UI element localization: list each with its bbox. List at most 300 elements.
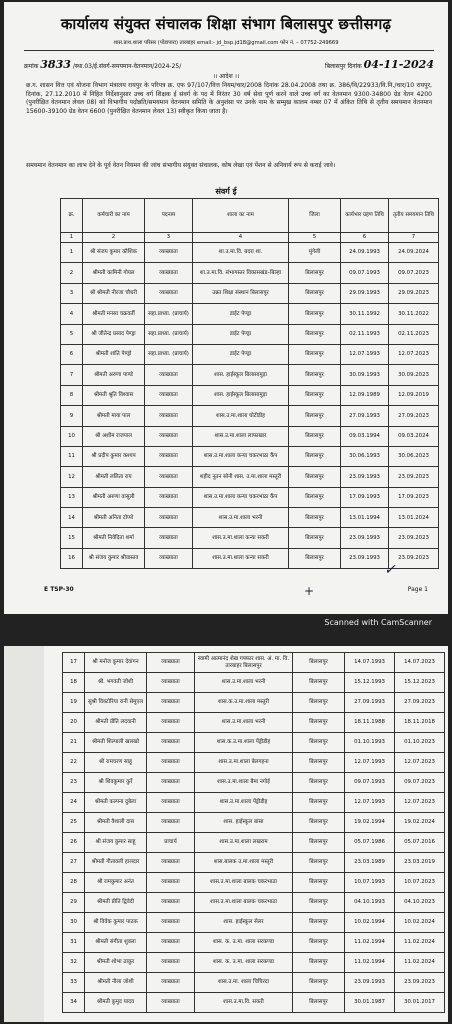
employee-name-cell: श्री विवेक कुमार पाठक	[85, 913, 147, 933]
joining-date-cell: 23.09.1993	[341, 548, 389, 568]
district-cell: बिलासपुर	[289, 508, 341, 528]
scale-date-cell: 10.02.2024	[395, 913, 445, 933]
office-address-line: शास.प्राथ.शाला परिसर (पोंडापारा) तारबाहर email:- jd_bsp.jd18@gmail.com फोन नं. – 07752-249669	[113, 40, 339, 46]
district-cell: बिलासपुर	[289, 446, 341, 466]
scale-date-cell: 27.09.2023	[389, 406, 439, 426]
employee-name-cell: सुश्री विक्टोरिया रानी सेमुएल	[85, 693, 147, 713]
scale-date-cell: 14.07.2023	[395, 653, 445, 673]
school-cell: शा.उ.मा.वि. बदरा शा.	[193, 243, 289, 263]
serial-cell: 19	[63, 693, 85, 713]
district-cell: बिलासपुर	[289, 263, 341, 283]
document-page-2	[4, 646, 448, 1022]
scale-date-cell: 23.03.2019	[395, 853, 445, 873]
staff-table-page-1	[60, 198, 439, 569]
table-row	[63, 853, 445, 873]
school-cell: डाईट पेण्ड्रा	[193, 304, 289, 324]
table-row	[63, 793, 445, 813]
joining-date-cell: 27.09.1993	[345, 693, 395, 713]
col-number: 3	[145, 233, 193, 243]
district-cell: बिलासपुर	[293, 693, 345, 713]
employee-name-cell: श्रीमती कल्पना दुबेला	[85, 793, 147, 813]
table-row	[61, 548, 439, 568]
serial-cell: 30	[63, 913, 85, 933]
designation-cell: व्याख्याता	[147, 973, 195, 993]
employee-name-cell: श्रीमती कामिनी गोयल	[83, 263, 145, 283]
school-cell: शास.उ.मा.शाला घोटीडीह	[193, 406, 289, 426]
employee-name-cell: श्री श्रीमती नीरजा चौधरी	[83, 283, 145, 303]
joining-date-cell: 19.02.1994	[345, 813, 395, 833]
table-row	[63, 973, 445, 993]
joining-date-cell: 30.09.1993	[341, 365, 389, 385]
scale-date-cell: 09.07.2023	[389, 263, 439, 283]
table-row	[63, 773, 445, 793]
employee-name-cell: श्रीमती अनिता टोप्पो	[83, 508, 145, 528]
serial-cell: 7	[61, 365, 83, 385]
designation-cell: व्याख्याता	[145, 467, 193, 487]
order-heading: ।। आदेश ।।	[212, 73, 240, 80]
footer-code: E TSP-30	[44, 586, 74, 593]
scale-date-cell: 23.09.2023	[389, 528, 439, 548]
serial-cell: 33	[63, 973, 85, 993]
joining-date-cell: 23.03.1989	[345, 853, 395, 873]
designation-cell: सहा.प्राध्या. (प्राचार्य)	[145, 324, 193, 344]
employee-name-cell: श्रीमती शांति पेण्ड्रो	[83, 344, 145, 364]
table-row	[61, 385, 439, 405]
scale-date-cell: 12.07.2023	[395, 793, 445, 813]
joining-date-cell: 29.09.1993	[341, 283, 389, 303]
district-cell: मुंगेली	[289, 243, 341, 263]
table-row	[61, 487, 439, 507]
serial-cell: 15	[61, 528, 83, 548]
serial-cell: 26	[63, 833, 85, 853]
scale-date-cell: 04.10.2023	[395, 893, 445, 913]
employee-name-cell: श्रीमती शिल्पाली खलखो	[85, 733, 147, 753]
district-cell: बिलासपुर	[293, 773, 345, 793]
scale-date-cell: 23.09.2023	[395, 973, 445, 993]
serial-cell: 20	[63, 713, 85, 733]
joining-date-cell: 30.11.1992	[341, 304, 389, 324]
col-header: कर्मचारी का नाम	[83, 199, 145, 233]
joining-date-cell: 12.07.1993	[345, 793, 395, 813]
joining-date-cell: 27.09.1993	[341, 406, 389, 426]
scale-date-cell: 15.12.2023	[395, 673, 445, 693]
serial-cell: 27	[63, 853, 85, 873]
table-row	[63, 933, 445, 953]
district-cell: बिलासपुर	[293, 933, 345, 953]
joining-date-cell: 14.07.1993	[345, 653, 395, 673]
scale-date-cell: 12.07.2023	[395, 753, 445, 773]
table-row	[61, 324, 439, 344]
scale-date-cell: 29.09.2023	[389, 283, 439, 303]
school-cell: डाईट पेण्ड्रा	[193, 344, 289, 364]
office-heading: कार्यालय संयुक्त संचालक शिक्षा संभाग बिलासपुर छत्तीसगढ़	[60, 15, 392, 33]
joining-date-cell: 01.10.1993	[345, 733, 395, 753]
col-number: 2	[83, 233, 145, 243]
designation-cell: सहा.प्राध्या. (प्राचार्य)	[145, 344, 193, 364]
serial-cell: 2	[61, 263, 83, 283]
designation-cell: व्याख्याता	[147, 853, 195, 873]
designation-cell: सहा.प्राध्या. (प्राचार्य)	[145, 304, 193, 324]
employee-name-cell: श्री. भगवती जोशी	[85, 673, 147, 693]
school-cell: शास. हाईस्कूल बिलासामुड़ा	[193, 365, 289, 385]
district-cell: बिलासपुर	[293, 653, 345, 673]
table-row	[61, 426, 439, 446]
designation-cell: व्याख्याता	[145, 263, 193, 283]
school-cell: शास. क. उ.मा. शाला सरकण्डा	[195, 933, 293, 953]
district-cell: बिलासपुर	[293, 853, 345, 873]
serial-cell: 29	[63, 893, 85, 913]
scale-date-cell: 30.06.2023	[389, 446, 439, 466]
order-paragraph-1: छ.ग. शासन वित्त एवं योजना विभाग मंत्रालय रायपुर के परिपत्र क्र. एफ 97/107/वित्त नियम/चार/2008 दिनांक 28.04.2008 तथा क्र. 386/वि/22933/वि.नि./चार/10 रायपुर, दिनांक, 27.12.2010 में निहित निर्देशानुसार उच्च वर्ग शिक्षक ई संवर्ग के पद में निरंतर 30 वर्ष सेवा पूर्ण करने वाले उच्च वर्ग का वेतनमान 9300-34800 ग्रेड वेतन 4200 (पुनरीक्षित वेतनमान लेवल 08) को विभागीय पदोन्नति/समयमान वेतनमान समिति के अनुशंसा पर उनके नाम के सम्मुख कालम नम्बर 07 में अंकित तिथि से तृतीय समयमान वेतनमान 15600-39100 ग्रेड वेतन 6600 (पुनरीक्षित वेतनमान लेवल 13) स्वीकृत किया जाता है।	[26, 82, 432, 115]
table-row	[63, 713, 445, 733]
table-row	[63, 693, 445, 713]
district-cell: बिलासपुर	[289, 304, 341, 324]
employee-name-cell: श्री रामकुमार अनंत	[85, 873, 147, 893]
employee-name-cell: श्री संजय कुमार साहू	[85, 833, 147, 853]
joining-date-cell: 12.09.1989	[341, 385, 389, 405]
school-cell: शास.उ.मा.शाला भरनी	[195, 673, 293, 693]
school-cell: शास.बालक उ.मा.शाला मस्तूरी	[195, 853, 293, 873]
district-cell: बिलासपुर	[289, 426, 341, 446]
school-cell: शास.क.उ.मा.शाला मस्तूरी	[195, 693, 293, 713]
table-row	[61, 508, 439, 528]
table-row	[61, 283, 439, 303]
joining-date-cell: 12.07.1993	[341, 344, 389, 364]
table-row	[63, 673, 445, 693]
joining-date-cell: 11.02.1994	[345, 933, 395, 953]
employee-name-cell: श्री शिवकुमार कुर्रे	[85, 773, 147, 793]
employee-name-cell: श्रीमती संगीता शुक्ला	[85, 933, 147, 953]
district-cell: बिलासपुर	[289, 548, 341, 568]
table-row	[63, 873, 445, 893]
designation-cell: व्याख्याता	[147, 773, 195, 793]
district-cell: बिलासपुर	[289, 324, 341, 344]
designation-cell: व्याख्याता	[147, 813, 195, 833]
joining-date-cell: 12.07.1993	[345, 753, 395, 773]
district-cell: बिलासपुर	[289, 344, 341, 364]
designation-cell: व्याख्याता	[145, 528, 193, 548]
document-page-1	[4, 2, 448, 614]
designation-cell: व्याख्याता	[147, 873, 195, 893]
scale-date-cell: 09.07.2023	[395, 773, 445, 793]
city-date-label: बिलासपुर दिनांक	[325, 63, 362, 70]
school-cell: शास.उ.मा. शाला चिचिरदा	[195, 973, 293, 993]
ref-number: 3833	[40, 58, 71, 71]
district-cell: बिलासपुर	[289, 365, 341, 385]
school-cell: शास.उ.मा.शाला बालक चकरभाठा	[195, 873, 293, 893]
serial-cell: 16	[61, 548, 83, 568]
designation-cell: व्याख्याता	[147, 793, 195, 813]
staff-table-page-2	[62, 652, 445, 1013]
scanner-watermark: Scanned with CamScanner	[324, 618, 432, 627]
scale-date-cell: 10.07.2023	[395, 873, 445, 893]
district-cell: बिलासपुर	[289, 467, 341, 487]
joining-date-cell: 23.09.1993	[341, 528, 389, 548]
page-number: Page 1	[407, 586, 428, 593]
district-cell: बिलासपुर	[293, 893, 345, 913]
joining-date-cell: 15.12.1993	[345, 673, 395, 693]
serial-cell: 24	[63, 793, 85, 813]
scale-date-cell: 12.09.2019	[389, 385, 439, 405]
district-cell: बिलासपुर	[289, 385, 341, 405]
school-cell: शास. हाईस्कूल सेलर	[195, 913, 293, 933]
school-cell: शा.उ.मा.वि. संभागस्तर विकासखंड–बिल्हा	[193, 263, 289, 283]
scale-date-cell: 11.02.2024	[395, 933, 445, 953]
serial-cell: 11	[61, 446, 83, 466]
table-row	[61, 406, 439, 426]
school-cell: शास.क.उ.मा.शाला पेंड्रीडीह	[195, 733, 293, 753]
designation-cell: व्याख्याता	[147, 673, 195, 693]
scale-date-cell: 24.09.2024	[389, 243, 439, 263]
designation-cell: व्याख्याता	[145, 406, 193, 426]
district-cell: बिलासपुर	[293, 713, 345, 733]
serial-cell: 21	[63, 733, 85, 753]
district-cell: बिलासपुर	[293, 833, 345, 853]
col-number: 4	[193, 233, 289, 243]
employee-name-cell: श्री जीतेन्द्र प्रसाद पेण्ड्रा	[83, 324, 145, 344]
scale-date-cell: 23.09.2023	[389, 467, 439, 487]
table-row	[61, 344, 439, 364]
designation-cell: व्याख्याता	[145, 426, 193, 446]
joining-date-cell: 30.06.1993	[341, 446, 389, 466]
scale-date-cell: 17.09.2023	[389, 487, 439, 507]
employee-name-cell: श्री अशीम राजपाल	[83, 426, 145, 446]
designation-cell: व्याख्याता	[147, 653, 195, 673]
school-cell: डाईट पेण्ड्रा	[193, 324, 289, 344]
scale-date-cell: 13.01.2024	[389, 508, 439, 528]
serial-cell: 9	[61, 406, 83, 426]
designation-cell: व्याख्याता	[147, 933, 195, 953]
header-divider	[24, 50, 434, 51]
joining-date-cell: 10.07.1993	[345, 873, 395, 893]
school-cell: शास.उ.मा.शाला बालक चकरभाठा	[195, 893, 293, 913]
school-cell: शहीद नूतन सोनी शास. उ.मा.शाला मस्तूरी	[193, 467, 289, 487]
designation-cell: व्याख्याता	[147, 893, 195, 913]
table-row	[61, 528, 439, 548]
order-paragraph-2: समयमान वेतनमान का लाभ देने के पूर्व वेतन नियमन की जांच संभागीय संयुक्त संचालक, कोष लेखा एवं पेंशन से अनिवार्य रूप से कराई जावे।	[26, 162, 336, 169]
designation-cell: व्याख्याता	[145, 365, 193, 385]
table-header-row	[61, 199, 439, 233]
table-row	[63, 753, 445, 773]
employee-name-cell: श्रीमती मनसा चक्रवर्ती	[83, 304, 145, 324]
scale-date-cell: 30.11.2022	[389, 304, 439, 324]
school-cell: शास.उ.मा.शाला लखराम	[195, 833, 293, 853]
school-cell: स्वामी आत्मानंद शेख गफ्फार शास. अं. मा. वि. तारबाहर बिलासपुर	[195, 653, 293, 673]
serial-cell: 17	[63, 653, 85, 673]
joining-date-cell: 05.07.1986	[345, 833, 395, 853]
school-cell: शास.उ.मा.शाला पेंड्रीडीह	[195, 793, 293, 813]
designation-cell: व्याख्याता	[147, 713, 195, 733]
district-cell: बिलासपुर	[293, 673, 345, 693]
scale-date-cell: 01.10.2023	[395, 733, 445, 753]
employee-name-cell: श्रीमती अरुणा पाण्डे	[83, 365, 145, 385]
serial-cell: 1	[61, 243, 83, 263]
district-cell: बिलासपुर	[293, 753, 345, 773]
employee-name-cell: श्री रामचरण साहू	[85, 753, 147, 773]
joining-date-cell: 23.09.1993	[345, 973, 395, 993]
designation-cell: व्याख्याता	[145, 385, 193, 405]
employee-name-cell: श्री प्रदीप कुमार कश्यप	[83, 446, 145, 466]
school-cell: शास.उ.मा.शाला भरनी	[193, 508, 289, 528]
col-number: 6	[341, 233, 389, 243]
col-header: क्र.	[61, 199, 83, 233]
employee-name-cell: श्रीमती कुमुद यादव	[85, 993, 147, 1013]
ref-file: /स्था.03/ई.संवर्ग-समयमान-वेतनमान/2024-25/	[72, 63, 182, 70]
scale-date-cell: 30.01.2017	[395, 993, 445, 1013]
employee-name-cell: श्रीमती प्रीति द्विवेदी	[85, 893, 147, 913]
employee-name-cell: श्रीमती गीतावली हालदार	[85, 853, 147, 873]
joining-date-cell: 11.02.1994	[345, 953, 395, 973]
district-cell: बिलासपुर	[293, 873, 345, 893]
employee-name-cell: श्रीमती वैशाली दास	[85, 813, 147, 833]
district-cell: बिलासपुर	[293, 913, 345, 933]
employee-name-cell: श्री संजय कुमार कौशिक	[83, 243, 145, 263]
col-header: तृतीय समयमान तिथि	[389, 199, 439, 233]
employee-name-cell: श्री संजय कुमार श्रीवास्तव	[83, 548, 145, 568]
table-row	[61, 467, 439, 487]
serial-cell: 13	[61, 487, 83, 507]
serial-cell: 22	[63, 753, 85, 773]
district-cell: बिलासपुर	[293, 993, 345, 1013]
table-row	[61, 243, 439, 263]
designation-cell: व्याख्याता	[145, 487, 193, 507]
designation-cell: व्याख्याता	[147, 993, 195, 1013]
joining-date-cell: 18.11.1988	[345, 713, 395, 733]
scale-date-cell: 05.07.2016	[395, 833, 445, 853]
serial-cell: 5	[61, 324, 83, 344]
serial-cell: 25	[63, 813, 85, 833]
table-row	[61, 365, 439, 385]
school-cell: शास. क. उ.मा. शाला सरकण्डा	[195, 953, 293, 973]
serial-cell: 23	[63, 773, 85, 793]
district-cell: बिलासपुर	[289, 406, 341, 426]
col-header: शाला का नाम	[193, 199, 289, 233]
joining-date-cell: 04.10.1993	[345, 893, 395, 913]
scale-date-cell: 09.03.2024	[389, 426, 439, 446]
school-cell: शास.उ.मा.शाला लाफाखार	[193, 426, 289, 446]
employee-name-cell: श्रीमती प्रीति लदवानी	[85, 713, 147, 733]
col-number: 7	[389, 233, 439, 243]
table-row	[61, 263, 439, 283]
school-cell: शास.उ.मा.वि. सकरी	[195, 993, 293, 1013]
designation-cell: व्याख्याता	[145, 446, 193, 466]
scale-date-cell: 30.09.2023	[389, 365, 439, 385]
school-cell: शास. हाईस्कूल बांसा	[195, 813, 293, 833]
designation-cell: व्याख्याता	[145, 283, 193, 303]
table-row	[63, 953, 445, 973]
scan-margin-shadow	[4, 646, 44, 1022]
employee-name-cell: श्रीमती अरुणा वासुली	[83, 487, 145, 507]
designation-cell: व्याख्याता	[145, 548, 193, 568]
serial-cell: 14	[61, 508, 83, 528]
district-cell: बिलासपुर	[293, 733, 345, 753]
col-header: कार्यभार ग्रहण तिथि	[341, 199, 389, 233]
joining-date-cell: 23.09.1993	[341, 467, 389, 487]
employee-name-cell: श्रीमती श्रुति विश्वास	[83, 385, 145, 405]
signature-mark: +	[304, 584, 315, 598]
col-number: 5	[289, 233, 341, 243]
joining-date-cell: 13.01.1994	[341, 508, 389, 528]
col-number: 1	[61, 233, 83, 243]
joining-date-cell: 30.01.1987	[345, 993, 395, 1013]
serial-cell: 4	[61, 304, 83, 324]
serial-cell: 31	[63, 933, 85, 953]
serial-cell: 8	[61, 385, 83, 405]
district-cell: बिलासपुर	[289, 487, 341, 507]
serial-cell: 34	[63, 993, 85, 1013]
table-row	[61, 446, 439, 466]
scale-date-cell: 11.02.2024	[395, 953, 445, 973]
serial-cell: 10	[61, 426, 83, 446]
designation-cell: व्याख्याता	[147, 953, 195, 973]
table-row	[61, 304, 439, 324]
cadre-title: संवर्ग ई	[215, 187, 237, 196]
table-row	[63, 993, 445, 1013]
col-header: जिला	[289, 199, 341, 233]
district-cell: बिलासपुर	[293, 973, 345, 993]
table-row	[63, 833, 445, 853]
district-cell: बिलासपुर	[293, 953, 345, 973]
scale-date-cell: 02.11.2023	[389, 324, 439, 344]
col-header: पदनाम	[145, 199, 193, 233]
district-cell: बिलासपुर	[289, 283, 341, 303]
employee-name-cell: श्रीमती नीला जोशी	[85, 973, 147, 993]
serial-cell: 6	[61, 344, 83, 364]
designation-cell: व्याख्याता	[147, 693, 195, 713]
order-reference-line	[24, 58, 434, 71]
table-row	[63, 913, 445, 933]
table-row	[63, 653, 445, 673]
serial-cell: 3	[61, 283, 83, 303]
joining-date-cell: 09.07.1993	[341, 263, 389, 283]
school-cell: शास.उ.मा.शाला कन्या सकरी	[193, 528, 289, 548]
school-cell: शास.उ.मा.शाला कन्या सकरी	[193, 548, 289, 568]
designation-cell: व्याख्याता	[145, 243, 193, 263]
joining-date-cell: 09.07.1993	[345, 773, 395, 793]
scale-date-cell: 23.09.2023	[389, 548, 439, 568]
district-cell: बिलासपुर	[293, 813, 345, 833]
ref-label: क्रमांक	[24, 63, 39, 70]
serial-cell: 12	[61, 467, 83, 487]
designation-cell: व्याख्याता	[147, 753, 195, 773]
school-cell: शास.उ.मा.शाला कन्या चकरभाठा कैंप	[193, 446, 289, 466]
order-date: 04-11-2024	[363, 58, 434, 71]
employee-name-cell: श्रीमती शोभा ठाकुर	[85, 953, 147, 973]
designation-cell: व्याख्याता	[147, 913, 195, 933]
designation-cell: व्याख्याता	[147, 733, 195, 753]
serial-cell: 32	[63, 953, 85, 973]
employee-name-cell: श्रीमती ललिता राय	[83, 467, 145, 487]
scale-date-cell: 12.07.2023	[389, 344, 439, 364]
scale-date-cell: 27.09.2023	[395, 693, 445, 713]
joining-date-cell: 09.03.1994	[341, 426, 389, 446]
school-cell: शास. हाईस्कूल बिलासामुड़ा	[193, 385, 289, 405]
district-cell: बिलासपुर	[289, 528, 341, 548]
column-number-row	[61, 233, 439, 243]
serial-cell: 18	[63, 673, 85, 693]
district-cell: बिलासपुर	[293, 793, 345, 813]
designation-cell: व्याख्याता	[145, 508, 193, 528]
joining-date-cell: 02.11.1993	[341, 324, 389, 344]
employee-name-cell: श्री मनोज कुमार देवांगन	[85, 653, 147, 673]
joining-date-cell: 17.09.1993	[341, 487, 389, 507]
joining-date-cell: 24.09.1993	[341, 243, 389, 263]
school-cell: शास.उ.मा.शाला भरनी	[195, 713, 293, 733]
table-row	[63, 813, 445, 833]
school-cell: शास.उ.मा.शाला बैमा नगोई	[195, 773, 293, 793]
employee-name-cell: श्रीमती निवेदिता शर्मा	[83, 528, 145, 548]
school-cell: उन्नत शिक्षा संस्थान बिलासपुर	[193, 283, 289, 303]
